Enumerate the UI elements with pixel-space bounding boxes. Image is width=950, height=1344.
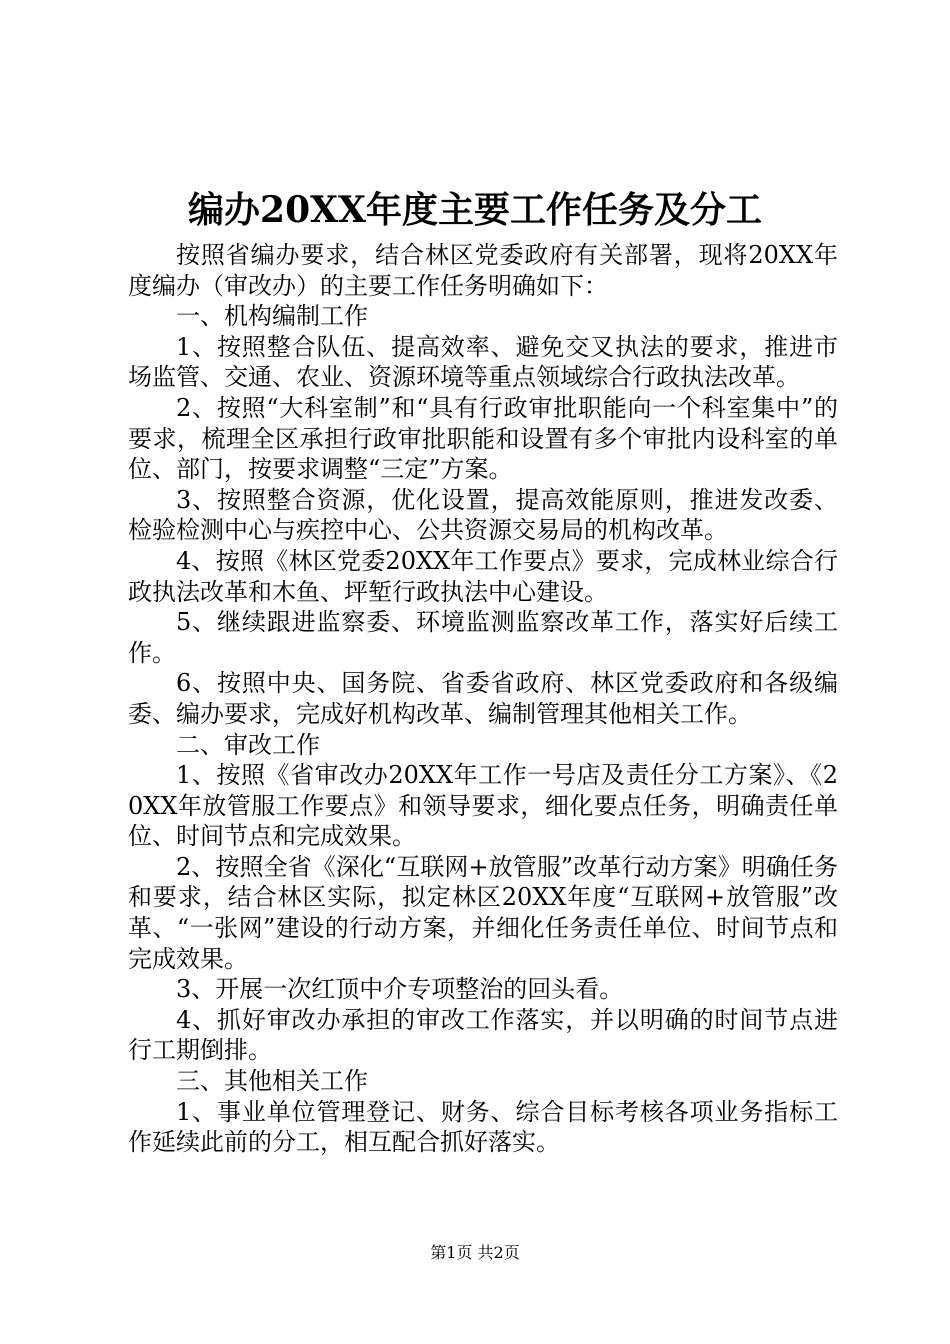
section-heading-1: 一、机构编制工作: [176, 302, 368, 331]
list-item: 3、按照整合资源，优化设置，提高效能原则，推进发改委、检验检测中心与疾控中心、公共资源交易局的机构改革。: [128, 485, 838, 545]
list-item: 2、按照全省《深化“互联网+放管服”改革行动方案》明确任务和要求，结合林区实际，拟定林区20XX年度“互联网+放管服”改革、“一张网”建设的行动方案，并细化任务责任单位、时间节点和完成效果。: [128, 852, 838, 973]
document-body: [128, 240, 838, 1158]
list-item: 1、事业单位管理登记、财务、综合目标考核各项业务指标工作延续此前的分工，相互配合抓好落实。: [128, 1097, 838, 1157]
list-item: 4、抓好审改办承担的审改工作落实，并以明确的时间节点进行工期倒排。: [128, 1005, 838, 1065]
list-item: 1、按照整合队伍、提高效率、避免交叉执法的要求，推进市场监管、交通、农业、资源环境等重点领域综合行政执法改革。: [128, 332, 838, 392]
section-heading-2: 二、审改工作: [176, 730, 320, 759]
list-item: 6、按照中央、国务院、省委省政府、林区党委政府和各级编委、编办要求，完成好机构改革、编制管理其他相关工作。: [128, 669, 838, 728]
list-item: 3、开展一次红顶中介专项整治的回头看。: [176, 975, 624, 1004]
list-item: 4、按照《林区党委20XX年工作要点》要求，完成林业综合行政执法改革和木鱼、坪堑行政执法中心建设。: [128, 546, 838, 606]
list-item: 2、按照“大科室制”和“具有行政审批职能向一个科室集中”的要求，梳理全区承担行政审批职能和设置有多个审批内设科室的单位、部门，按要求调整“三定”方案。: [128, 393, 838, 484]
section-heading-3: 三、其他相关工作: [176, 1067, 368, 1096]
list-item: 1、按照《省审改办20XX年工作一号店及责任分工方案》、《20XX年放管服工作要点》和领导要求，细化要点任务，明确责任单位、时间节点和完成效果。: [128, 761, 838, 851]
document-title: 编办20XX年度主要工作任务及分工: [188, 189, 762, 231]
list-item: 5、继续跟进监察委、环境监测监察改革工作，落实好后续工作。: [128, 608, 838, 667]
intro-paragraph: 按照省编办要求，结合林区党委政府有关部署，现将20XX年度编办（审改办）的主要工作任务明确如下：: [128, 241, 838, 300]
page-number-footer: 第1页 共2页: [430, 1243, 520, 1262]
